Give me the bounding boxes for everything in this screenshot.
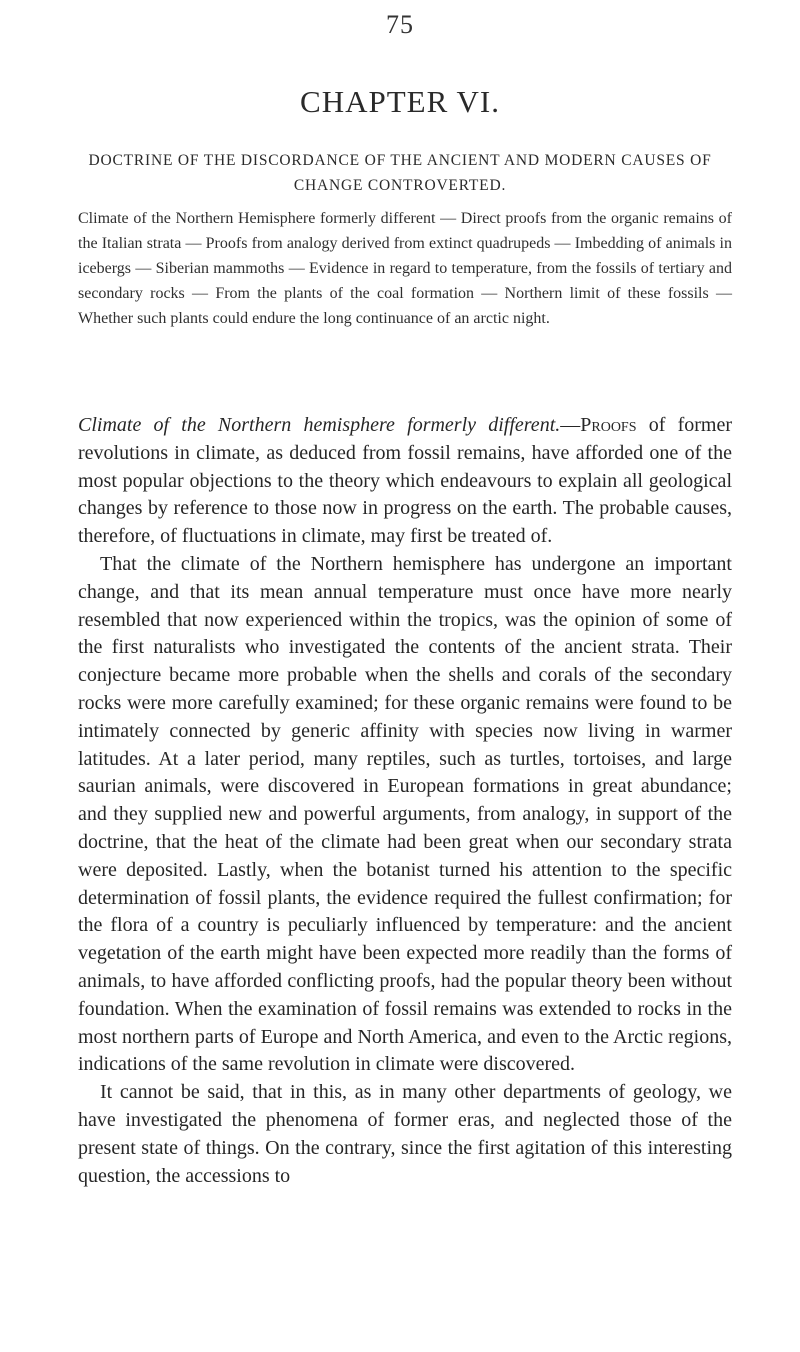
body-text bbox=[78, 412, 732, 1190]
paragraph-1-lead: Climate of the Northern hemisphere formerly different. bbox=[78, 414, 561, 436]
paragraph-1-rest: of former revolutions in climate, as deduced from fossil remains, have afforded one of the most popular objections to the theory which endeavours to explain all geological changes by reference to those now in progress on the earth. The probable causes, therefore, of fluctuations in climate, may first be treated of. bbox=[78, 414, 732, 548]
paragraph-1 bbox=[78, 412, 732, 551]
paragraph-1-dash: — bbox=[560, 414, 581, 436]
chapter-title: CHAPTER VI. bbox=[300, 84, 500, 119]
chapter-summary: Climate of the Northern Hemisphere formerly different — Direct proofs from the organic remains of the Italian strata — Proofs from analogy derived from extinct quadrupeds — Imbedding of animals in icebergs — Siberian mammoths — Evidence in regard to temperature, from the fossils of tertiary and secondary rocks — From the plants of the coal formation — Northern limit of these fossils — Whether such plants could endure the long continuance of an arctic night. bbox=[78, 210, 732, 327]
page-number: 75 bbox=[386, 10, 414, 39]
paragraph-3: It cannot be said, that in this, as in many other departments of geology, we have investigated the phenomena of former eras, and neglected those of the present state of things. On the contrary, since the first agitation of this interesting question, the accessions to bbox=[78, 1081, 732, 1187]
paragraph-1-smallcaps: Proofs bbox=[580, 414, 637, 436]
chapter-subtitle: DOCTRINE OF THE DISCORDANCE OF THE ANCIENT AND MODERN CAUSES OF CHANGE CONTROVERTED. bbox=[88, 152, 712, 194]
paragraph-2: That the climate of the Northern hemisphere has undergone an important change, and that its mean annual temperature must once have more nearly resembled that now experienced within the tropics, was the opinion of some of the first naturalists who investigated the contents of the ancient strata. Their conjecture became more probable when the shells and corals of the secondary rocks were more carefully examined; for these organic remains were found to be intimately connected by generic affinity with species now living in warmer latitudes. At a later period, many reptiles, such as turtles, tortoises, and large saurian animals, were discovered in European formations in great abundance; and they supplied new and powerful arguments, from analogy, in support of the doctrine, that the heat of the climate had been great when our secondary strata were deposited. Lastly, when the botanist turned his attention to the specific determination of fossil plants, the evidence required the fullest confirmation; for the flora of a country is peculiarly influenced by temperature: and the ancient vegetation of the earth might have been expected more readily than the forms of animals, to have afforded conflicting proofs, had the popular theory been without foundation. When the examination of fossil remains was extended to rocks in the most northern parts of Europe and North America, and even to the Arctic regions, indications of the same revolution in climate were discovered. bbox=[78, 552, 732, 1076]
